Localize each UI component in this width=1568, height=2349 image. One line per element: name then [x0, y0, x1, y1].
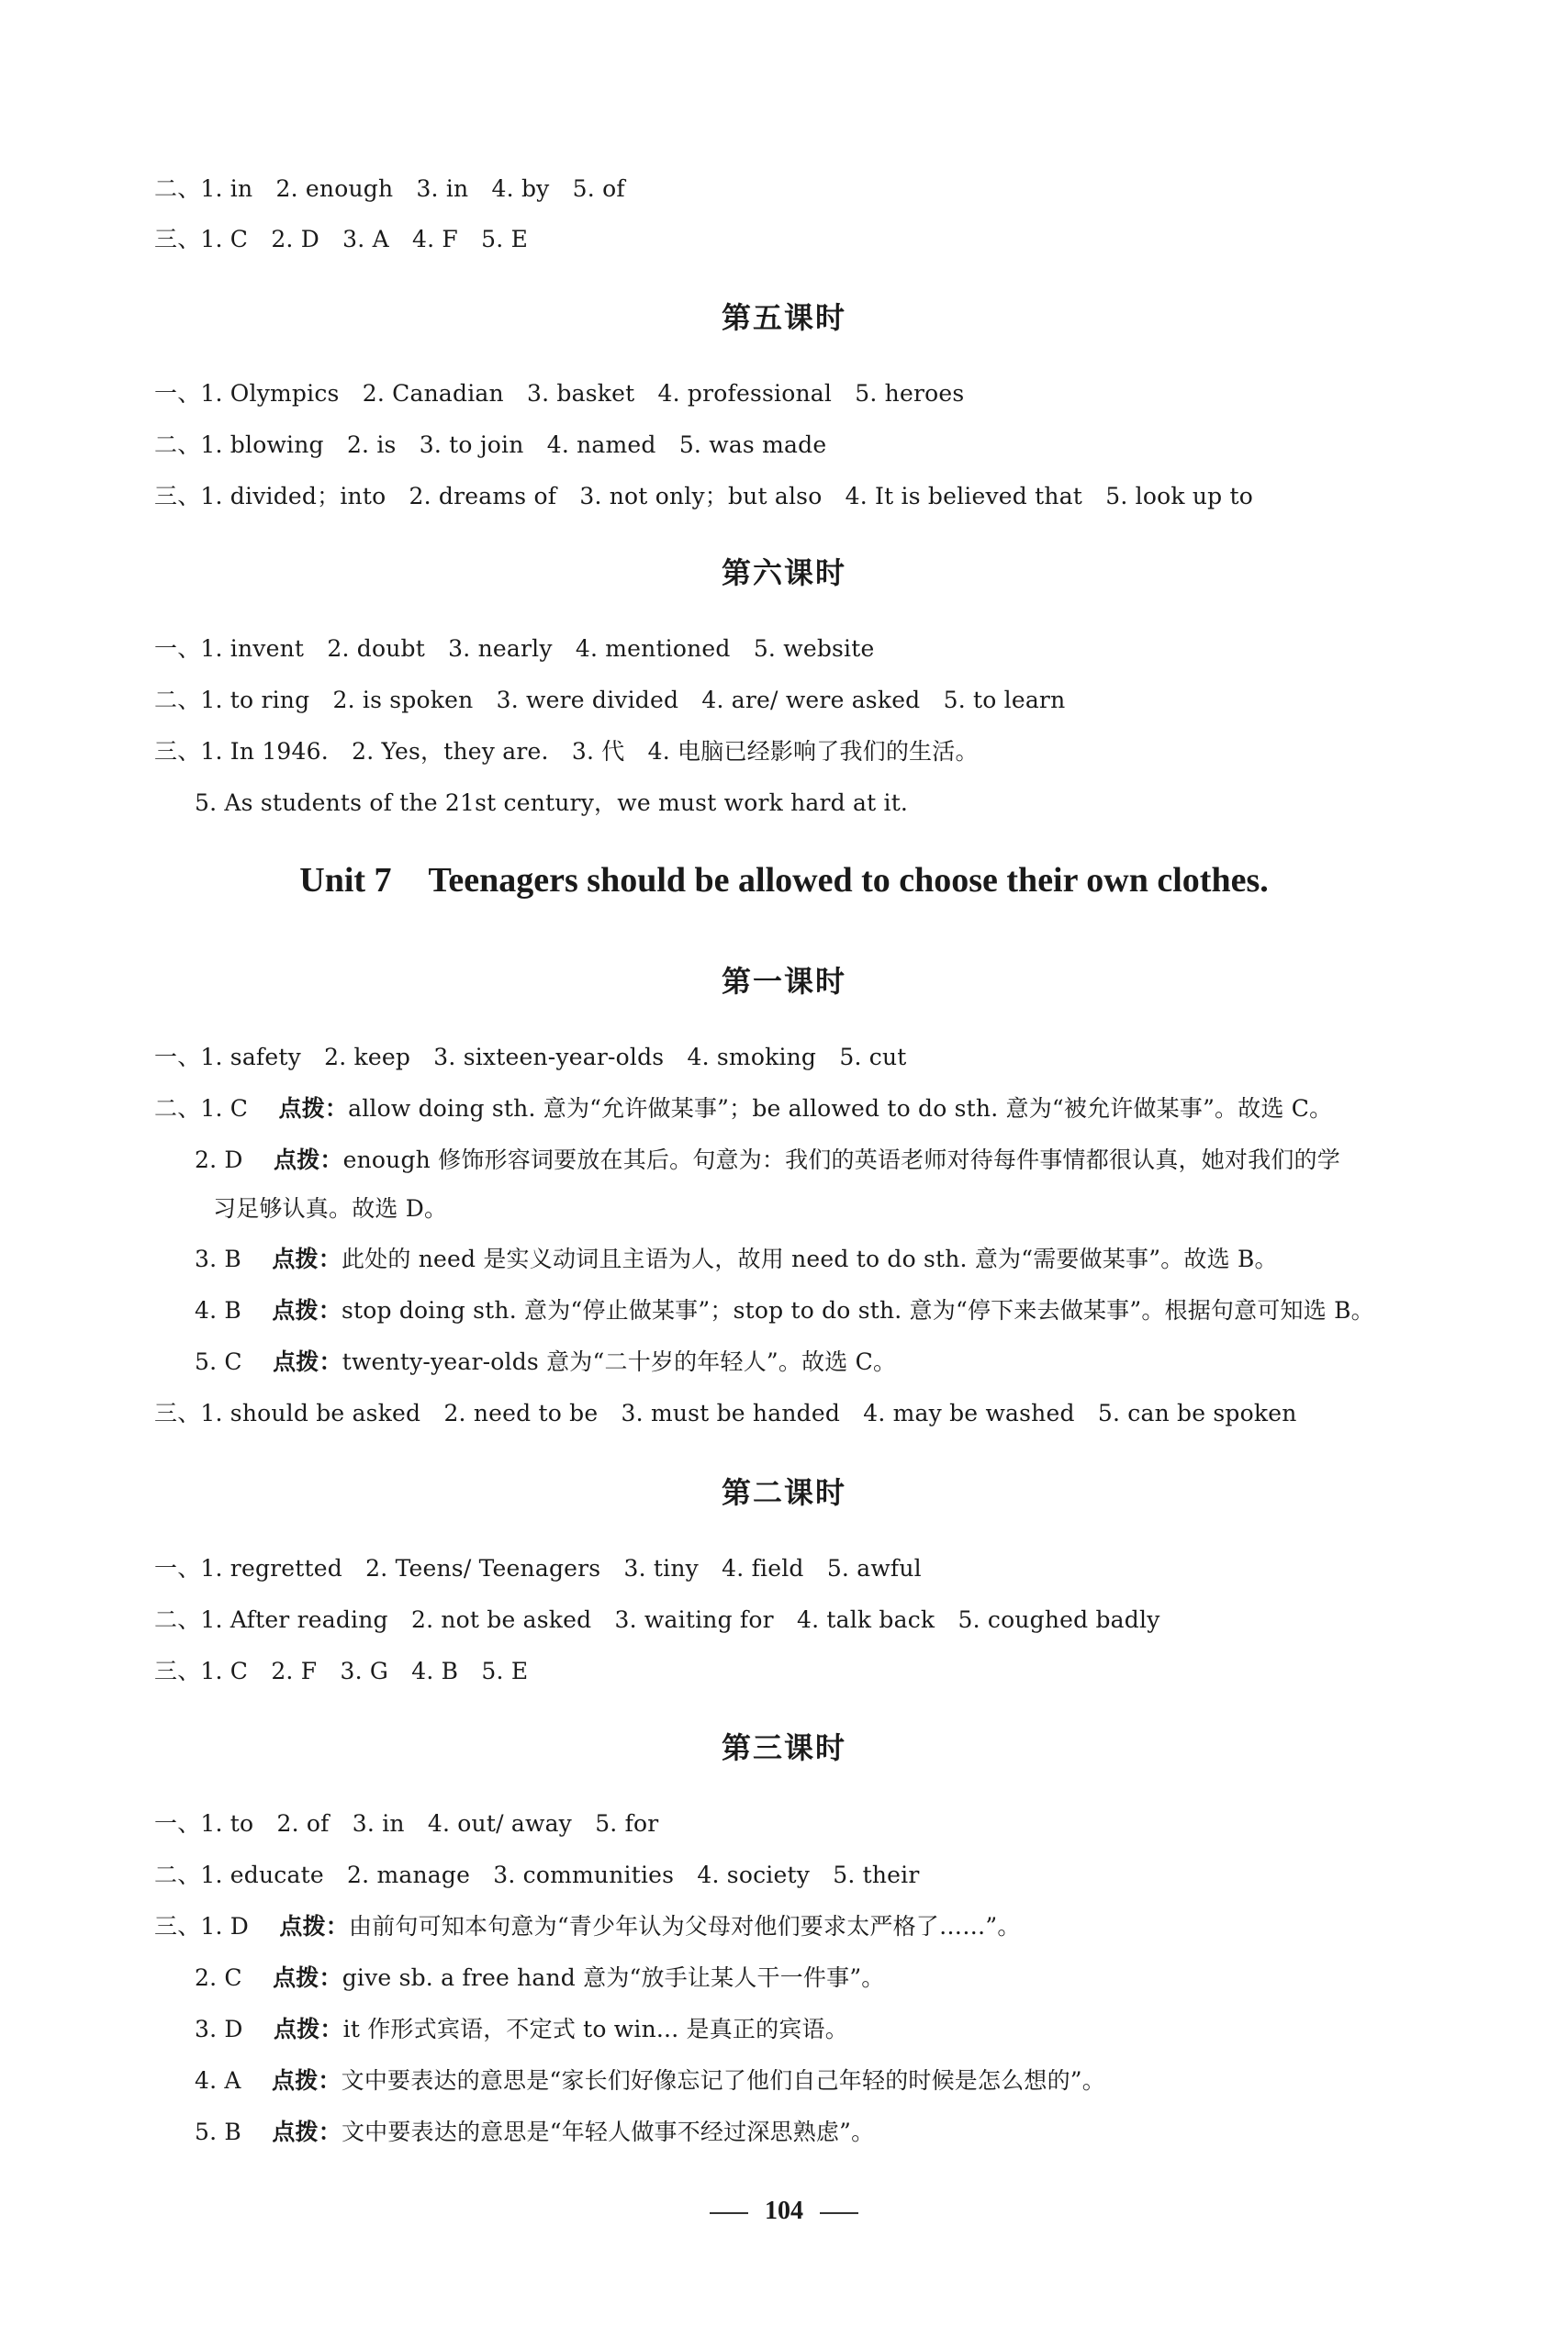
- explanation-text: give sb. a free hand 意为“放手让某人干一件事”。: [342, 1964, 885, 1991]
- explanation-text: twenty-year-olds 意为“二十岁的年轻人”。故选 C。: [342, 1348, 897, 1375]
- answer-prefix: 5. C: [195, 1348, 242, 1375]
- explanation-text: stop doing sth. 意为“停止做某事”；stop to do sth. 意为“停下来去做某事”。根据句意可知选 B。: [341, 1297, 1374, 1324]
- explanation-tag: 点拨：: [272, 2119, 342, 2145]
- explanation-text: enough 修饰形容词要放在其后。句意为：我们的英语老师对待每件事情都很认真，她对我们的学: [342, 1147, 1340, 1173]
- footer-dash-right: [820, 2212, 858, 2214]
- explanation-tag: 点拨：: [273, 1348, 342, 1375]
- answer-with-explanation: [195, 1964, 885, 1992]
- explanation-text: 文中要表达的意思是“年轻人做事不经过深思熟虑”。: [341, 2119, 875, 2145]
- lesson-heading: 第二课时: [721, 1475, 846, 1510]
- answer-line: 一、1. safety 2. keep 3. sixteen-year-olds 4. smoking 5. cut: [154, 1044, 907, 1070]
- answer-prefix: 3. B: [195, 1246, 241, 1272]
- answer-prefix: 二、1. C: [154, 1095, 249, 1122]
- answer-line: 三、1. C 2. D 3. A 4. F 5. E: [154, 226, 529, 252]
- explanation-tag: 点拨：: [272, 2067, 342, 2094]
- answer-prefix: 三、1. D: [154, 1913, 250, 1940]
- explanation-tag: 点拨：: [272, 1246, 342, 1272]
- explanation-tag: 点拨：: [273, 1964, 342, 1991]
- unit-title: [0, 859, 1568, 901]
- answer-line: 一、1. Olympics 2. Canadian 3. basket 4. professional 5. heroes: [154, 380, 965, 407]
- unit-title-text: Teenagers should be allowed to choose their own clothes.: [428, 861, 1269, 900]
- answer-prefix: 2. D: [195, 1147, 243, 1173]
- answer-prefix: 2. C: [195, 1964, 242, 1991]
- answer-with-explanation: [195, 1147, 1340, 1174]
- answer-with-explanation: [154, 1095, 1332, 1123]
- lesson-heading: 第一课时: [721, 964, 846, 999]
- answer-with-explanation: [195, 1297, 1374, 1325]
- answer-line: 二、1. in 2. enough 3. in 4. by 5. of: [154, 175, 625, 202]
- lesson-heading: 第五课时: [721, 300, 846, 335]
- answer-line: 二、1. After reading 2. not be asked 3. waiting for 4. talk back 5. coughed badly: [154, 1606, 1160, 1633]
- answer-with-explanation: [195, 2119, 874, 2146]
- answer-line: 一、1. regretted 2. Teens/ Teenagers 3. tiny 4. field 5. awful: [154, 1555, 922, 1582]
- answer-prefix: 3. D: [195, 2016, 243, 2042]
- explanation-tag: 点拨：: [272, 1297, 342, 1324]
- answer-with-explanation: [154, 1913, 1021, 1941]
- answer-with-explanation: [195, 2016, 848, 2043]
- explanation-tag: 点拨：: [278, 1095, 349, 1122]
- explanation-continuation: 习足够认真。故选 D。: [213, 1195, 448, 1222]
- lesson-heading: 第六课时: [721, 555, 846, 590]
- explanation-text: allow doing sth. 意为“允许做某事”；be allowed to do sth. 意为“被允许做某事”。故选 C。: [348, 1095, 1333, 1122]
- explanation-tag: 点拨：: [279, 1913, 350, 1940]
- answer-line: 一、1. to 2. of 3. in 4. out/ away 5. for: [154, 1810, 659, 1837]
- unit-number: Unit 7: [299, 861, 392, 900]
- answer-with-explanation: [195, 1246, 1278, 1273]
- answer-line: 二、1. blowing 2. is 3. to join 4. named 5. was made: [154, 431, 827, 458]
- answer-prefix: 5. B: [195, 2119, 241, 2145]
- answer-line: 二、1. educate 2. manage 3. communities 4. society 5. their: [154, 1862, 920, 1888]
- page-footer: [0, 2197, 1568, 2226]
- explanation-text: it 作形式宾语，不定式 to win... 是真正的宾语。: [342, 2016, 848, 2042]
- answer-line: 三、1. C 2. F 3. G 4. B 5. E: [154, 1658, 529, 1684]
- footer-dash-left: [710, 2212, 748, 2214]
- lesson-heading: 第三课时: [721, 1730, 846, 1765]
- explanation-tag: 点拨：: [274, 2016, 343, 2042]
- explanation-text: 文中要表达的意思是“家长们好像忘记了他们自己年轻的时候是怎么想的”。: [341, 2067, 1105, 2094]
- answer-line: 三、1. should be asked 2. need to be 3. must be handed 4. may be washed 5. can be spoken: [154, 1400, 1297, 1426]
- explanation-text: 由前句可知本句意为“青少年认为父母对他们要求太严格了……”。: [349, 1913, 1021, 1940]
- answer-line: 5. As students of the 21st century，we must work hard at it.: [195, 789, 909, 816]
- explanation-tag: 点拨：: [274, 1147, 343, 1173]
- answer-line: 一、1. invent 2. doubt 3. nearly 4. mentioned 5. website: [154, 635, 875, 662]
- answer-line: 三、1. divided；into 2. dreams of 3. not only；but also 4. It is believed that 5. look up to: [154, 483, 1253, 509]
- answer-line: 三、1. In 1946. 2. Yes，they are. 3. 代 4. 电脑已经影响了我们的生活。: [154, 738, 979, 765]
- explanation-text: 此处的 need 是实义动词且主语为人，故用 need to do sth. 意为“需要做某事”。故选 B。: [341, 1246, 1278, 1272]
- answer-prefix: 4. A: [195, 2067, 241, 2094]
- answer-with-explanation: [195, 1348, 896, 1376]
- answer-with-explanation: [195, 2067, 1105, 2095]
- answer-line: 二、1. to ring 2. is spoken 3. were divided 4. are/ were asked 5. to learn: [154, 687, 1066, 713]
- page-number: 104: [765, 2197, 803, 2225]
- answer-prefix: 4. B: [195, 1297, 241, 1324]
